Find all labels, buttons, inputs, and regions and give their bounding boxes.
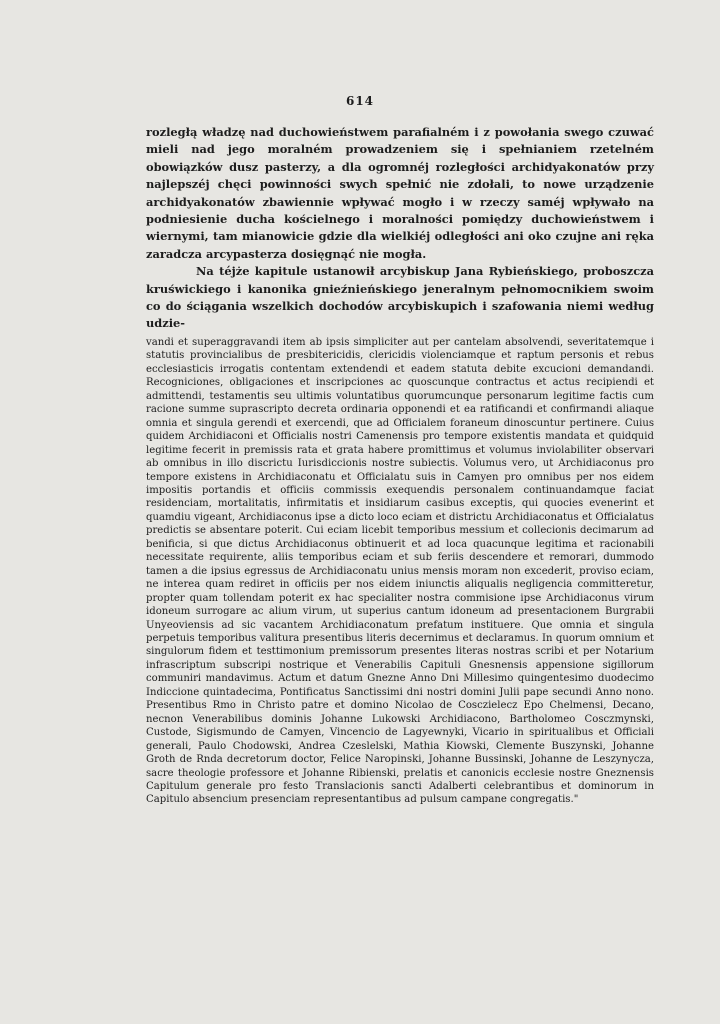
page-number: 614 <box>345 94 375 108</box>
footnote-block <box>146 336 654 807</box>
main-paragraph: Na téjże kapitule ustanowił arcybiskup Jana Rybieńskiego, proboszcza kruświckiego i kanonika gnieźnieńskiego jeneralnym pełnomocnikiem swoim co do ściągania wszelkich dochodów arcybiskupich i szafowania niemi według udzie- <box>146 264 654 331</box>
footnote-text: vandi et superaggravandi item ab ipsis simpliciter aut per cantelam absolvendi, severitatemque i statutis provincialibus de presbitericidis, clericidis violenciamque et raptum personis et rebus ecclesiasticis irrogatis contentam extendendi et eadem statuta debite excucioni demandandi. Recogniciones, obligaciones et inscripciones ac quoscunque contractus et actus recipiendi et admittendi, testamentis seu ultimis voluntatibus quorumcunque personarum legitime factis cum racione summe suprascripto decreta ordinaria opponendi et ea ratificandi et confirmandi aliaque omnia et singula gerendi et exercendi, que ad Officialem foraneum dinoscuntur pertinere. Cuius quidem Archidiaconi et Officialis nostri Camenensis pro tempore existentis mandata et quidquid legitime fecerit in premissis rata et grata habere promittimus et volumus inviolabiliter observari ab omnibus in illo discrictu Iurisdiccionis nostre subiectis. Volumus vero, ut Archidiaconus pro tempore existens in Archidiaconatu et Officialatu suis in Camyen pro omnibus per nos eidem impositis portandis et officiis commissis exequendis personalem continuandamque faciat residenciam, mortalitatis, infirmitatis et insidiarum casibus exceptis, qui quocies evenerint et quamdiu vigeant, Archidiaconus ipse a dicto loco eciam et districtu Archidiaconatus et Officialatus predictis se absentare poterit. Cui eciam licebit temporibus messium et collecionis decimarum ad benificia, si que dictus Archidiaconus obtinuerit et ad loca quacunque legitima et racionabili necessitate requirente, aliis temporibus eciam et sub feriis descendere et remorari, dummodo tamen a die ipsius egressus de Archidiaconatu unius mensis moram non excederit, proviso eciam, ne interea quam rediret in officiis per nos eidem iniunctis aliqualis negligencia committeretur, propter quam tollendam poterit ex hac specialiter nostra commisione ipse Archidiaconus virum idoneum surrogare ac alium virum, ut superius cantum idoneum ad presentacionem Burgrabii Unyeoviensis ad sic vacantem Archidiaconatum prefatum instituere. Que omnia et singula perpetuis temporibus valitura presentibus literis decernimus et declaramus. In quorum omnium et singulorum fidem et testtimonium premissorum presentes literas nostras scribi et per Notarium infrascriptum subscripi nostrique et Venerabilis Capituli Gnesnensis appensione sigillorum communiri mandavimus. Actum et datum Gnezne Anno Dni Millesimo quingentesimo duodecimo Indiccione quintadecima, Pontificatus Sanctissimi dni nostri domini Julii pape secundi Anno nono. Presentibus Rmo in Christo patre et domino Nicolao de Cosczielecz Epo Chelmensi, Decano, necnon Venerabilibus dominis Johanne Lukowski Archidiacono, Bartholomeo Cosczmynski, Custode, Sigismundo de Camyen, Vincencio de Lagyewnyki, Vicario in spiritualibus et Officiali generali, Paulo Chodowski, Andrea Czeslelski, Mathia Kiowski, Clemente Buszynski, Johanne Groth de Rnda decretorum doctor, Felice Naropinski, Johanne Bussinski, Johanne de Leszynycza, sacre theologie professore et Johanne Ribienski, prelatis et canonicis ecclesie nostre Gneznensis Capitulum generale pro festo Translacionis sancti Adalberti celebrantibus et dominorum in Capitulo absencium presenciam representantibus ad pulsum campane congregatis." <box>146 337 654 806</box>
main-text <box>146 124 654 333</box>
main-paragraph: rozległą władzę nad duchowieństwem parafialném i z powołania swego czuwać mieli nad jego moralném prowadzeniem się i spełnianiem rzetelném obowiązków dusz pasterzy, a dla ogromnéj rozległości archidyakonatów przy najlepszéj chęci powinności swych spełnić nie zdołali, to nowe urządzenie archidyakonatów zbawiennie wpływać mogło i w rzeczy saméj wpływało na podniesienie ducha kościelnego i moralności pomiędzy duchowieństwem i wiernymi, tam mianowicie gdzie dla wielkiéj odległości ani oko czujne ani ręka zaradcza arcypasterza dosięgnąć nie mogła. <box>146 125 654 261</box>
